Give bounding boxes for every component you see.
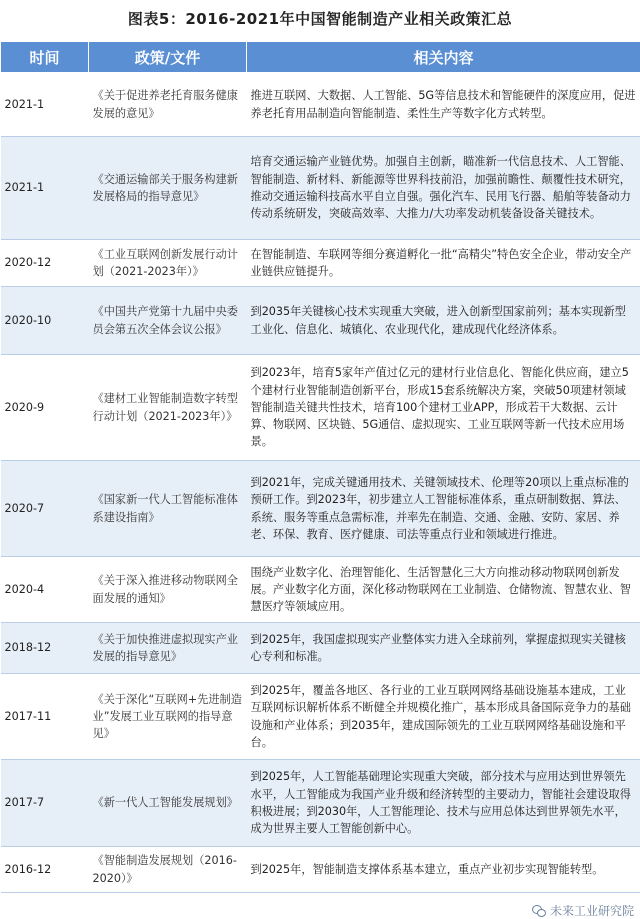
row-time: 2021-1 [1,73,89,137]
wechat-icon [532,905,546,916]
row-time: 2020-12 [1,240,89,287]
row-doc: 《关于促进养老托育服务健康发展的意见》 [89,73,247,137]
table-row [1,355,640,461]
row-doc: 《工业互联网创新发展行动计划（2021-2023年）》 [89,240,247,287]
watermark-footer [532,902,634,919]
row-time: 2017-11 [1,674,89,760]
row-content: 到2025年，人工智能基础理论实现重大突破，部分技术与应用达到世界领先水平，人工智能成为我国产业升级和经济转型的主要动力，智能社会建设取得积极进展；到2030年，人工智能理论、技术与应用总体达到世界领先水平，成为世界主要人工智能创新中心。 [247,760,640,847]
policy-table [0,41,640,893]
row-doc: 《关于深化“互联网+先进制造业”发展工业互联网的指导意见》 [89,674,247,760]
row-time: 2020-9 [1,355,89,461]
row-time: 2018-12 [1,623,89,674]
row-doc: 《智能制造发展规划（2016-2020）》 [89,847,247,893]
row-content: 到2025年，我国虚拟现实产业整体实力进入全球前列，掌握虚拟现实关键核心专利和标准。 [247,623,640,674]
header-time: 时间 [1,42,89,73]
row-doc: 《国家新一代人工智能标准体系建设指南》 [89,461,247,557]
row-doc: 《交通运输部关于服务构建新发展格局的指导意见》 [89,137,247,240]
table-row [1,287,640,355]
table-row [1,137,640,240]
row-content: 到2023年，培育5家年产值过亿元的建材行业信息化、智能化供应商，建立5个建材行业智能制造创新平台，形成15套系统解决方案，突破50项建材领域智能制造关键共性技术，培育100个建材工业APP，形成若干大数据、云计算、物联网、区块链、5G通信、虚拟现实、工业互联网等新一代技术应用场景。 [247,355,640,461]
row-doc: 《关于深入推进移动物联网全面发展的通知》 [89,557,247,623]
header-doc: 政策/文件 [89,42,247,73]
table-row [1,73,640,137]
row-time: 2021-1 [1,137,89,240]
row-time: 2016-12 [1,847,89,893]
table-row [1,557,640,623]
table-row [1,760,640,847]
table-row [1,674,640,760]
table-row [1,623,640,674]
row-content: 到2025年，智能制造支撑体系基本建立，重点产业初步实现智能转型。 [247,847,640,893]
header-content: 相关内容 [247,42,640,73]
footer-source: 未来工业研究院 [549,904,634,918]
row-time: 2020-4 [1,557,89,623]
row-content: 到2021年，完成关键通用技术、关键领域技术、伦理等20项以上重点标准的预研工作。到2023年，初步建立人工智能标准体系，重点研制数据、算法、系统、服务等重点急需标准，并率先在制造、交通、金融、安防、家居、养老、环保、教育、医疗健康、司法等重点行业和领域进行推进。 [247,461,640,557]
row-content: 围绕产业数字化、治理智能化、生活智慧化三大方向推动移动物联网创新发展。产业数字化方面，深化移动物联网在工业制造、仓储物流、智慧农业、智慧医疗等领域应用。 [247,557,640,623]
row-doc: 《中国共产党第十九届中央委员会第五次全体会议公报》 [89,287,247,355]
page-title: 图表5：2016-2021年中国智能制造产业相关政策汇总 [127,10,513,28]
table-row [1,847,640,893]
table-row [1,240,640,287]
row-content: 到2035年关键核心技术实现重大突破，进入创新型国家前列；基本实现新型工业化、信息化、城镇化、农业现代化，建成现代化经济体系。 [247,287,640,355]
row-time: 2020-7 [1,461,89,557]
row-doc: 《新一代人工智能发展规划》 [89,760,247,847]
row-time: 2020-10 [1,287,89,355]
row-time: 2017-7 [1,760,89,847]
row-content: 培育交通运输产业链优势。加强自主创新，瞄准新一代信息技术、人工智能、智能制造、新材料、新能源等世界科技前沿，加强前瞻性、颠覆性技术研究，推动交通运输科技高水平自立自强。强化汽车、民用飞行器、船舶等装备动力传动系统研发，突破高效率、大推力/大功率发动机装备设备关键技术。 [247,137,640,240]
table-row [1,461,640,557]
row-doc: 《建材工业智能制造数字转型行动计划（2021-2023年）》 [89,355,247,461]
table-header-row [1,42,640,73]
row-content: 到2025年，覆盖各地区、各行业的工业互联网网络基础设施基本建成，工业互联网标识解析体系不断健全并规模化推广，基本形成具备国际竞争力的基础设施和产业体系；到2035年，建成国际领先的工业互联网网络基础设施和平台。 [247,674,640,760]
row-content: 在智能制造、车联网等细分赛道孵化一批“高精尖”特色安全企业，带动安全产业链供应链提升。 [247,240,640,287]
row-doc: 《关于加快推进虚拟现实产业发展的指导意见》 [89,623,247,674]
row-content: 推进互联网、大数据、人工智能、5G等信息技术和智能硬件的深度应用，促进养老托育用品制造向智能制造、柔性生产等数字化方式转型。 [247,73,640,137]
